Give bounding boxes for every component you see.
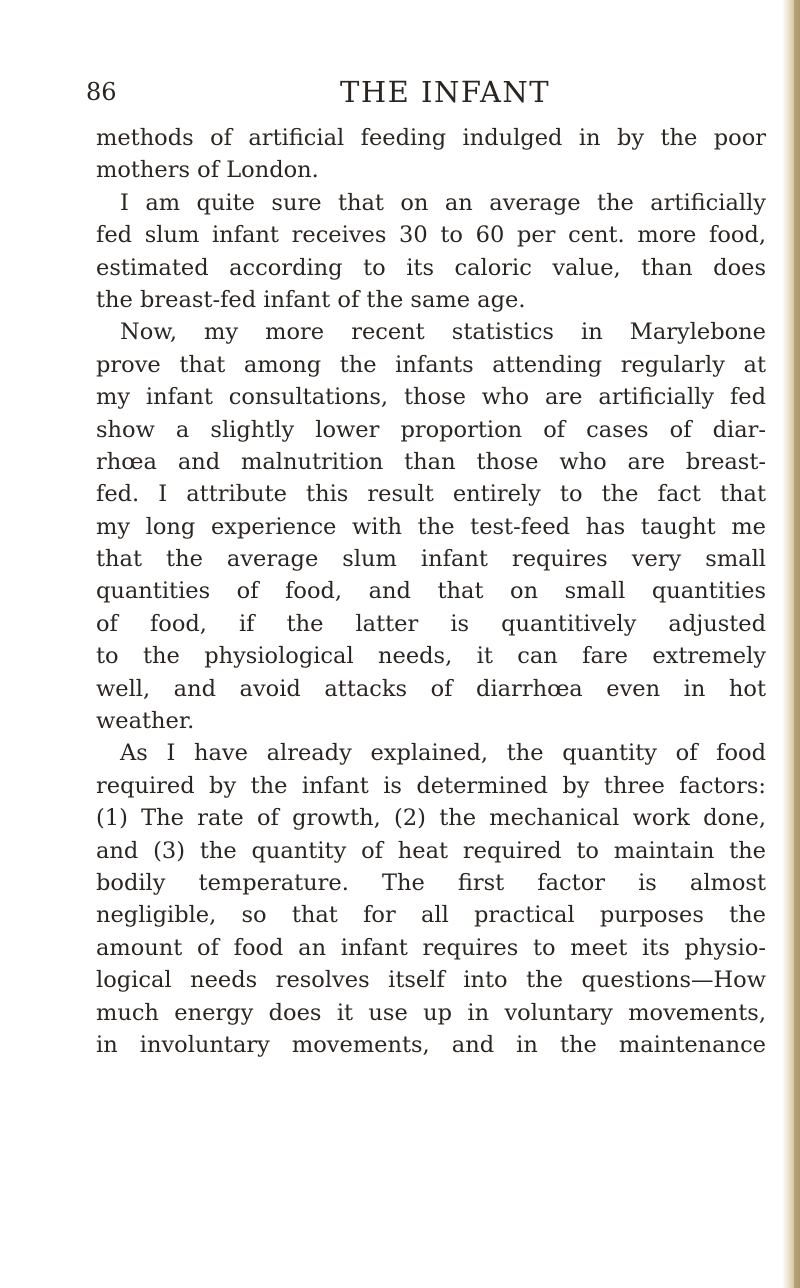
text-line: much energy does it use up in voluntary movements, [96,999,766,1026]
text-line: fed slum infant receives 30 to 60 per cent. more food, [96,222,766,249]
paragraph-4 [96,737,766,1061]
text-line: weather. [96,708,195,735]
text-line: amount of food an infant requires to meet its physio- [96,934,766,961]
text-line: required by the infant is determined by three factors: [96,772,766,799]
text-line: and (3) the quantity of heat required to maintain the [96,837,766,864]
text-line: my infant consultations, those who are artificially fed [96,384,766,411]
text-line: bodily temperature. The first factor is almost [96,869,766,896]
text-line: Now, my more recent statistics in Marylebone [120,319,766,346]
text-line: estimated according to its caloric value, than does [96,254,766,281]
page-header [86,72,776,112]
text-line: mothers of London. [96,157,319,184]
paragraph-1 [96,122,766,187]
text-line: to the physiological needs, it can fare extremely [96,643,766,670]
text-line: in involuntary movements, and in the maintenance [96,1031,766,1058]
running-head: THE INFANT [340,75,551,109]
paragraph-3 [96,316,766,737]
text-line: I am quite sure that on an average the artificially [120,189,766,216]
text-line: (1) The rate of growth, (2) the mechanical work done, [96,805,766,832]
text-line: negligible, so that for all practical purposes the [96,902,766,929]
page-edge-binding [794,0,800,1288]
paragraph-2 [96,187,766,317]
text-line: show a slightly lower proportion of cases of diar- [96,416,766,443]
page-number: 86 [86,78,117,106]
text-line: logical needs resolves itself into the questions—How [96,967,766,994]
text-line: the breast-fed infant of the same age. [96,286,526,313]
text-line: rhœa and malnutrition than those who are breast- [96,448,766,475]
text-line: prove that among the infants attending regularly at [96,351,766,378]
text-line: methods of artificial feeding indulged in by the poor [96,125,766,151]
text-line: of food, if the latter is quantitively adjusted [96,610,766,637]
text-line: quantities of food, and that on small quantities [96,578,766,605]
text-line: fed. I attribute this result entirely to the fact that [96,481,766,508]
text-line: that the average slum infant requires very small [96,546,766,573]
text-line: As I have already explained, the quantity of food [120,740,766,767]
text-line: well, and avoid attacks of diarrhœa even in hot [96,675,766,702]
text-line: my long experience with the test-feed has taught me [96,513,766,540]
body-text [96,122,766,1061]
